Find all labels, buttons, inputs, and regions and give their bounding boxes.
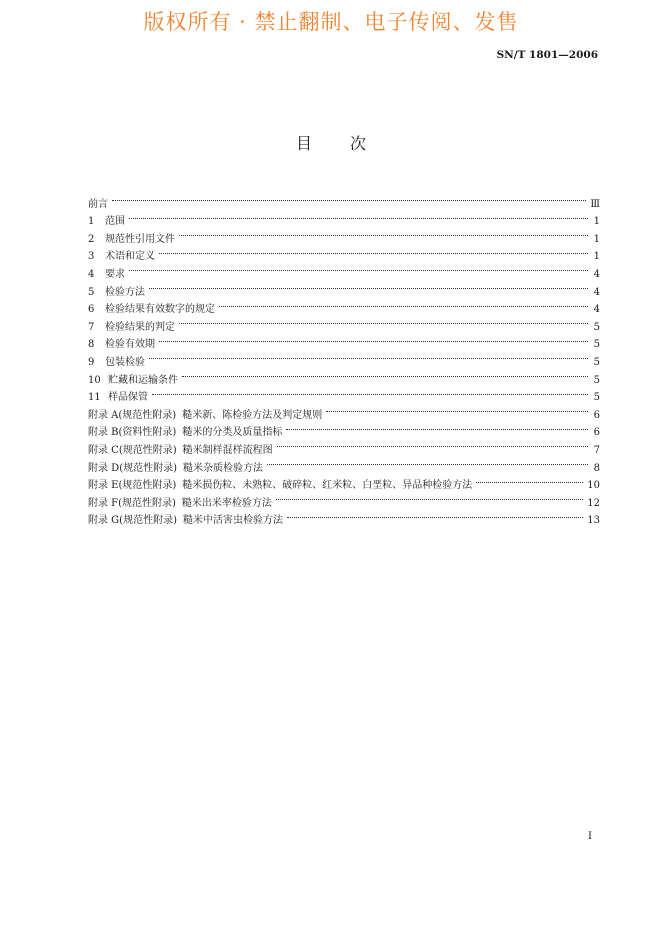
toc-entry-label: 糙米损伤粒、未熟粒、破碎粒、红米粒、白垩粒、异品种检验方法 — [182, 480, 473, 492]
toc-entry-9[interactable] — [88, 347, 600, 368]
toc-leader-dots — [277, 435, 588, 453]
toc-title-char-2: 次 — [350, 134, 367, 153]
toc-entry-page: Ⅲ — [590, 198, 600, 210]
table-of-contents — [88, 189, 600, 527]
toc-annex-designation: 附录 E(规范性附录) — [88, 480, 177, 492]
toc-entry-number: 6 — [88, 304, 95, 316]
toc-entry-label: 包装检验 — [105, 356, 145, 368]
toc-entry-10[interactable] — [88, 365, 600, 386]
toc-entry-label: 检验结果有效数字的规定 — [105, 304, 215, 316]
toc-leader-dots — [112, 189, 586, 207]
toc-leader-dots — [129, 259, 588, 277]
toc-entry-number: 4 — [88, 268, 95, 280]
toc-leader-dots — [276, 488, 583, 506]
toc-entry-label: 要求 — [105, 268, 125, 280]
toc-leader-dots — [152, 383, 588, 401]
toc-entry-label: 贮藏和运输条件 — [108, 374, 178, 386]
toc-entry-label: 前言 — [88, 198, 108, 210]
toc-entry-number: 5 — [88, 286, 95, 298]
copyright-watermark: 版权所有 · 禁止翻制、电子传阅、发售 — [143, 10, 519, 34]
toc-entry-number: 2 — [88, 233, 95, 245]
toc-leader-dots — [286, 418, 588, 436]
toc-entry-label: 糙米杂质检验方法 — [183, 462, 263, 474]
toc-leader-dots — [267, 453, 588, 471]
toc-entry-page: 10 — [587, 480, 600, 492]
toc-entry-label: 糙米出米率检验方法 — [181, 497, 272, 509]
toc-entry-4[interactable] — [88, 259, 600, 280]
toc-entry-3[interactable] — [88, 242, 600, 263]
toc-entry-6[interactable] — [88, 295, 600, 316]
toc-entry-11[interactable] — [88, 383, 600, 404]
toc-entry-page: 1 — [593, 216, 600, 228]
toc-leader-dots — [326, 400, 588, 418]
toc-entry-label: 样品保管 — [108, 392, 148, 404]
toc-leader-dots — [149, 347, 588, 365]
toc-title-char-1: 目 — [295, 134, 312, 153]
toc-entry-number: 1 — [88, 216, 95, 228]
toc-annex-designation: 附录 B(资料性附录) — [88, 427, 177, 439]
toc-entry-page: 6 — [593, 409, 600, 421]
toc-entry-label: 规范性引用文件 — [105, 233, 175, 245]
toc-entry-page: 6 — [593, 427, 600, 439]
toc-entry-number: 8 — [88, 339, 95, 351]
page-number: I — [588, 831, 592, 842]
toc-leader-dots — [179, 312, 588, 330]
toc-entry-label: 糙米新、陈检验方法及判定规则 — [182, 409, 323, 421]
toc-entry-label: 检验方法 — [105, 286, 145, 298]
toc-annex-designation: 附录 F(规范性附录) — [88, 497, 176, 509]
toc-leader-dots — [182, 365, 588, 383]
toc-entry-foreword[interactable] — [88, 189, 600, 210]
toc-entry-annex-a[interactable] — [88, 400, 600, 421]
toc-annex-designation: 附录 D(规范性附录) — [88, 462, 177, 474]
toc-entry-2[interactable] — [88, 224, 600, 245]
toc-entry-page: 5 — [593, 392, 600, 404]
toc-entry-label: 范围 — [105, 216, 125, 228]
toc-title — [0, 131, 662, 154]
toc-entry-page: 1 — [593, 251, 600, 263]
toc-leader-dots — [159, 330, 588, 348]
toc-entry-page: 5 — [593, 374, 600, 386]
standard-code: SN/T 1801—2006 — [496, 49, 598, 61]
toc-leader-dots — [159, 242, 588, 260]
toc-annex-designation: 附录 G(规范性附录) — [88, 515, 177, 527]
toc-leader-dots — [219, 295, 588, 313]
toc-entry-1[interactable] — [88, 207, 600, 228]
toc-entry-page: 4 — [593, 304, 600, 316]
toc-entry-number: 11 — [88, 392, 101, 404]
toc-entry-page: 5 — [593, 321, 600, 333]
toc-entry-page: 7 — [593, 444, 600, 456]
toc-entry-page: 13 — [587, 515, 600, 527]
toc-leader-dots — [149, 277, 588, 295]
toc-entry-label: 糙米制样混样流程图 — [182, 444, 273, 456]
toc-entry-label: 糙米中活害虫检验方法 — [182, 515, 283, 527]
toc-entry-page: 5 — [593, 339, 600, 351]
toc-entry-number: 10 — [88, 374, 101, 386]
toc-annex-designation: 附录 A(规范性附录) — [88, 409, 177, 421]
toc-entry-label: 检验有效期 — [105, 339, 155, 351]
toc-entry-page: 5 — [593, 356, 600, 368]
toc-entry-number: 3 — [88, 251, 95, 263]
toc-leader-dots — [129, 207, 588, 225]
toc-entry-number: 7 — [88, 321, 95, 333]
toc-entry-label: 检验结果的判定 — [105, 321, 175, 333]
toc-entry-page: 12 — [587, 497, 600, 509]
toc-entry-5[interactable] — [88, 277, 600, 298]
toc-leader-dots — [476, 471, 583, 489]
toc-entry-8[interactable] — [88, 330, 600, 351]
toc-annex-designation: 附录 C(规范性附录) — [88, 444, 177, 456]
toc-leader-dots — [179, 224, 588, 242]
toc-entry-number: 9 — [88, 356, 95, 368]
toc-entry-label: 糙米的分类及质量指标 — [182, 427, 283, 439]
toc-entry-page: 8 — [593, 462, 600, 474]
toc-entry-page: 1 — [593, 233, 600, 245]
toc-entry-label: 术语和定义 — [105, 251, 155, 263]
toc-leader-dots — [287, 506, 583, 524]
toc-entry-page: 4 — [593, 286, 600, 298]
toc-entry-page: 4 — [593, 268, 600, 280]
